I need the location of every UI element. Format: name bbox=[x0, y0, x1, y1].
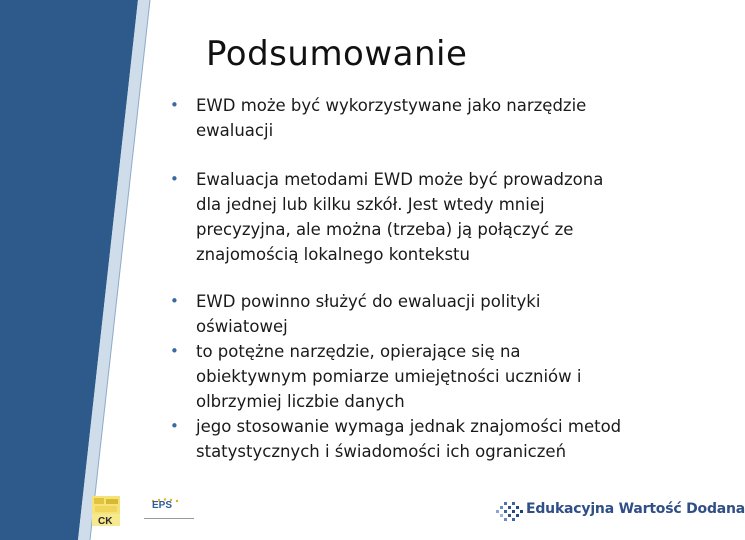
ewd-pixel-logo-icon bbox=[496, 500, 524, 524]
ck-logo-text: CK bbox=[98, 516, 113, 527]
eps-logo-subline bbox=[144, 516, 194, 521]
bullet-item-1 bbox=[168, 93, 688, 143]
side-decoration-band bbox=[0, 0, 150, 540]
bullet-line: precyzyjna, ale można (trzeba) ją połączyć ze bbox=[196, 220, 574, 239]
bullet-line: EWD może być wykorzystywane jako narzędzie bbox=[196, 96, 587, 115]
bullet-item-4 bbox=[168, 339, 688, 414]
ewd-brand bbox=[496, 500, 745, 524]
slide-title: Podsumowanie bbox=[206, 34, 468, 74]
bullet-list bbox=[168, 93, 688, 464]
ck-logo-icon bbox=[92, 496, 120, 526]
bullet-icon: • bbox=[170, 342, 179, 360]
eps-logo bbox=[144, 498, 198, 526]
bullet-line: ewaluacji bbox=[196, 121, 274, 140]
bullet-icon: • bbox=[170, 96, 179, 114]
bullet-line: Ewaluacja metodami EWD może być prowadzona bbox=[196, 170, 604, 189]
bullet-line: EWD powinno służyć do ewaluacji polityki bbox=[196, 292, 541, 311]
bullet-icon: • bbox=[170, 170, 179, 188]
bullet-item-3 bbox=[168, 289, 688, 339]
bullet-line: statystycznych i świadomości ich ograniczeń bbox=[196, 442, 567, 461]
ewd-brand-text: Edukacyjna Wartość Dodana bbox=[526, 501, 745, 517]
eps-logo-text: EPS bbox=[152, 500, 173, 511]
bullet-line: to potężne narzędzie, opierające się na bbox=[196, 342, 521, 361]
bullet-line: olbrzymiej liczbie danych bbox=[196, 392, 405, 411]
bullet-line: znajomością lokalnego kontekstu bbox=[196, 245, 470, 264]
bullet-item-2 bbox=[168, 167, 688, 267]
bullet-line: oświatowej bbox=[196, 317, 288, 336]
bullet-icon: • bbox=[170, 417, 179, 435]
bullet-icon: • bbox=[170, 292, 179, 310]
bullet-line: jego stosowanie wymaga jednak znajomości metod bbox=[196, 417, 622, 436]
footer-logos bbox=[0, 490, 745, 540]
bullet-line: dla jednej lub kilku szkół. Jest wtedy mniej bbox=[196, 195, 545, 214]
bullet-item-5 bbox=[168, 414, 688, 464]
bullet-line: obiektywnym pomiarze umiejętności uczniów i bbox=[196, 367, 582, 386]
